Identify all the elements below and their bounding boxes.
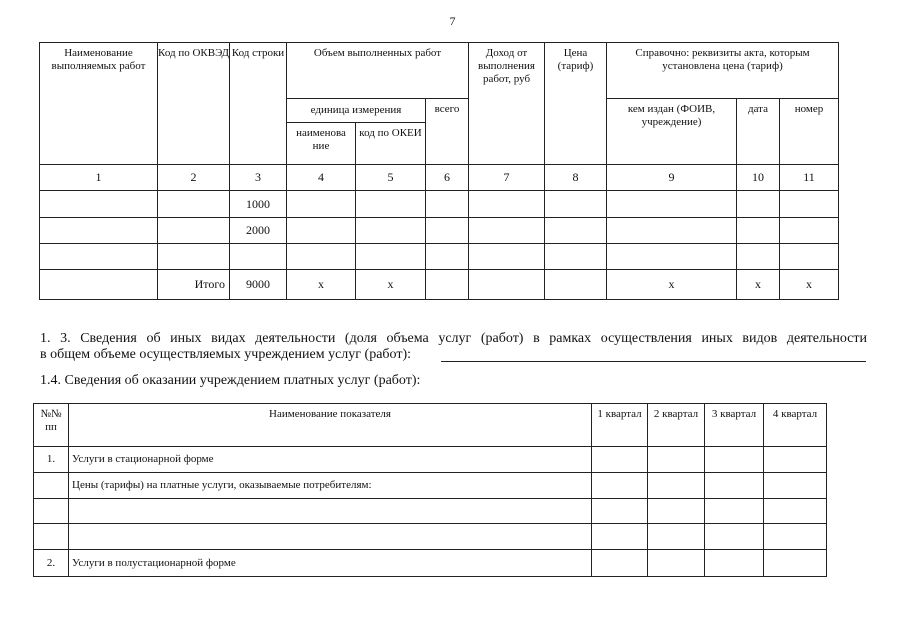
col-num: 4 bbox=[287, 165, 356, 191]
row-number bbox=[34, 524, 69, 550]
header-okei: код по ОКЕИ bbox=[356, 123, 426, 165]
col-num: 1 bbox=[40, 165, 158, 191]
col-num: 2 bbox=[158, 165, 230, 191]
col-num: 8 bbox=[545, 165, 607, 191]
header-unit-name: наименова ние bbox=[287, 123, 356, 165]
x-mark: x bbox=[780, 270, 839, 300]
col-num: 7 bbox=[469, 165, 545, 191]
table-row bbox=[40, 218, 839, 244]
header-income: Доход от выполнения работ, руб bbox=[469, 43, 545, 165]
section-1-4-title: 1.4. Сведения об оказании учреждением платных услуг (работ): bbox=[40, 373, 421, 388]
header-date: дата bbox=[737, 99, 780, 165]
x-mark: x bbox=[356, 270, 426, 300]
header-row-number: №№ пп bbox=[34, 404, 69, 447]
table-row bbox=[34, 447, 827, 473]
header-okved: Код по ОКВЭД bbox=[158, 43, 230, 165]
header-number: номер bbox=[780, 99, 839, 165]
x-mark: x bbox=[287, 270, 356, 300]
page-number: 7 bbox=[449, 14, 456, 28]
x-mark: x bbox=[737, 270, 780, 300]
indicator-label: Услуги в полустационарной форме bbox=[69, 550, 592, 577]
row-number: 2. bbox=[34, 550, 69, 577]
header-line-code: Код строки bbox=[230, 43, 287, 165]
header-indicator: Наименование показателя bbox=[69, 404, 592, 447]
header-unit: единица измерения bbox=[287, 99, 426, 123]
line-code-cell: 2000 bbox=[230, 218, 287, 244]
x-mark: x bbox=[607, 270, 737, 300]
indicator-label bbox=[69, 499, 592, 524]
col-num: 6 bbox=[426, 165, 469, 191]
table-row bbox=[40, 244, 839, 270]
section-1-3-text-cont: в общем объеме осуществляемых учреждением услуг (работ): bbox=[40, 347, 412, 362]
table-row bbox=[34, 499, 827, 524]
header-work-name: Наименование выполняемых работ bbox=[40, 43, 158, 165]
header-volume: Объем выполненных работ bbox=[287, 43, 469, 99]
header-reference: Справочно: реквизиты акта, которым установлена цена (тариф) bbox=[607, 43, 839, 99]
column-number-row bbox=[40, 165, 839, 191]
paid-services-table bbox=[33, 403, 827, 577]
table-row bbox=[34, 550, 827, 577]
header-total: всего bbox=[426, 99, 469, 165]
total-code: 9000 bbox=[230, 270, 287, 300]
works-table bbox=[39, 42, 839, 300]
header-price: Цена (тариф) bbox=[545, 43, 607, 165]
row-number: 1. bbox=[34, 447, 69, 473]
col-num: 11 bbox=[780, 165, 839, 191]
header-q4: 4 квартал bbox=[764, 404, 827, 447]
fill-in-line bbox=[441, 361, 866, 362]
header-issued-by: кем издан (ФОИВ, учреждение) bbox=[607, 99, 737, 165]
table-row bbox=[34, 473, 827, 499]
total-row bbox=[40, 270, 839, 300]
row-number bbox=[34, 499, 69, 524]
header-q1: 1 квартал bbox=[592, 404, 648, 447]
line-code-cell bbox=[230, 244, 287, 270]
header-q3: 3 квартал bbox=[705, 404, 764, 447]
table-row bbox=[34, 524, 827, 550]
row-number bbox=[34, 473, 69, 499]
header-q2: 2 квартал bbox=[648, 404, 705, 447]
col-num: 5 bbox=[356, 165, 426, 191]
indicator-label bbox=[69, 524, 592, 550]
total-label: Итого bbox=[158, 270, 230, 300]
indicator-label: Услуги в стационарной форме bbox=[69, 447, 592, 473]
col-num: 10 bbox=[737, 165, 780, 191]
table-row bbox=[40, 191, 839, 218]
col-num: 9 bbox=[607, 165, 737, 191]
col-num: 3 bbox=[230, 165, 287, 191]
line-code-cell: 1000 bbox=[230, 191, 287, 218]
section-1-3-text: 1. 3. Сведения об иных видах деятельности (доля объема услуг (работ) в рамках осуществления иных видов деятельности bbox=[40, 331, 867, 346]
indicator-label: Цены (тарифы) на платные услуги, оказываемые потребителям: bbox=[69, 473, 592, 499]
